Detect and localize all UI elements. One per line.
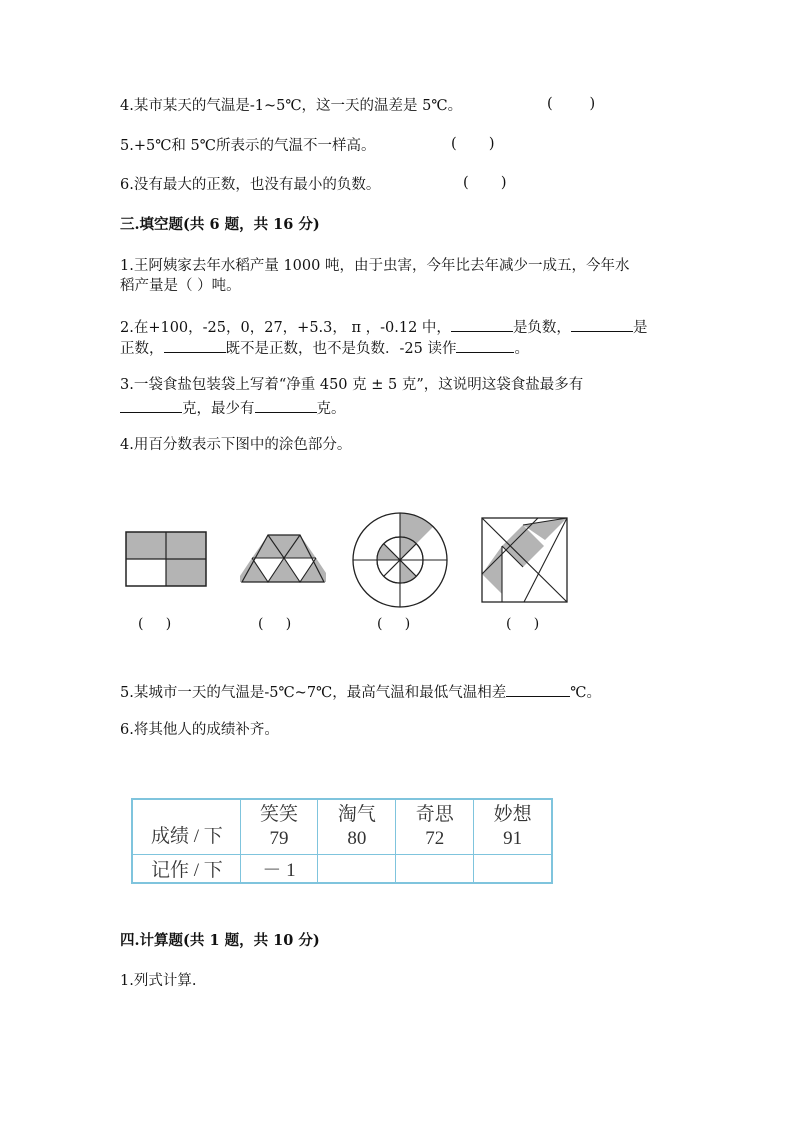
fill-q2-text-e: 既不是正数，也不是负数．-25 读作 [225, 341, 457, 357]
fill-q3-blank-1[interactable] [120, 396, 182, 413]
judge-q4-answer-paren[interactable]: ( ) [547, 96, 596, 112]
name-taoqi: 淘气 [337, 803, 376, 825]
name-miaoxiang: 妙想 [493, 803, 532, 825]
score-table [131, 798, 553, 884]
figure-rectangle-grid [125, 531, 207, 587]
fill-q5-text-b: ℃。 [570, 685, 602, 701]
fill-q4-answer-1[interactable]: ( ) [138, 616, 172, 632]
fill-q2-text-b: 是负数， [512, 320, 571, 336]
fill-q2-line2 [120, 336, 529, 359]
fill-q1-line2: 稻产量是（ ）吨。 [120, 278, 241, 294]
judge-q6-text: 6.没有最大的正数，也没有最小的负数。 [120, 177, 381, 193]
section3-heading: 三.填空题(共 6 题，共 16 分) [120, 216, 320, 233]
fill-q2-line1 [120, 315, 647, 338]
name-qisi: 奇思 [415, 803, 454, 825]
fill-q4-answer-2[interactable]: ( ) [258, 616, 292, 632]
fill-q2-blank-4[interactable] [456, 336, 514, 353]
score-xiaoxiao: 79 [269, 827, 289, 849]
figure-tangram-square [480, 516, 570, 604]
score-qisi: 72 [425, 827, 445, 849]
name-xiaoxiao: 笑笑 [260, 803, 299, 825]
score-row-label: 成绩 / 下 [132, 799, 240, 854]
recorded-row [132, 854, 552, 883]
fill-q1-line1: 1.王阿姨家去年水稻产量 1000 吨，由于虫害，今年比去年减少一成五，今年水 [120, 258, 630, 274]
judge-q6-answer-paren[interactable]: ( ) [463, 175, 507, 191]
score-cell-miaoxiang [474, 799, 552, 854]
score-cell-qisi [396, 799, 474, 854]
score-taoqi: 80 [347, 827, 367, 849]
fill-q2-blank-3[interactable] [164, 336, 226, 353]
score-cell-taoqi [318, 799, 396, 854]
fill-q5-blank[interactable] [506, 680, 570, 697]
fill-q2-text-c: 是 [632, 320, 648, 336]
fill-q3-text-c: 克。 [316, 401, 346, 417]
figure-trapezoid-triangles [240, 534, 326, 584]
fill-q6-text: 6.将其他人的成绩补齐。 [120, 722, 279, 738]
score-miaoxiang: 91 [503, 827, 523, 849]
fill-q2-blank-2[interactable] [571, 315, 633, 332]
recorded-xiaoxiao: － 1 [240, 854, 318, 883]
fill-q4-answer-3[interactable]: ( ) [377, 616, 411, 632]
fill-q2-text-f: 。 [514, 341, 529, 357]
fill-q4-text: 4.用百分数表示下图中的涂色部分。 [120, 437, 352, 453]
score-cell-xiaoxiao [240, 799, 318, 854]
calc-q1-text: 1.列式计算. [120, 973, 197, 989]
recorded-miaoxiang[interactable] [474, 854, 552, 883]
fill-q3-line1: 3.一袋食盐包装袋上写着“净重 450 克 ± 5 克”，这说明这袋食盐最多有 [120, 377, 584, 393]
fill-q3-line2 [120, 396, 346, 419]
fill-q2-text-a: 2.在+100，-25，0，27，+5.3， π ，-0.12 中， [120, 320, 451, 336]
fill-q5-line [120, 680, 601, 703]
recorded-taoqi[interactable] [318, 854, 396, 883]
fill-q2-text-d: 正数， [120, 341, 164, 357]
section4-heading: 四.计算题(共 1 题，共 10 分) [120, 932, 320, 949]
judge-q4-text: 4.某市某天的气温是-1~5℃，这一天的温差是 5℃。 [120, 98, 463, 114]
judge-q5-answer-paren[interactable]: ( ) [451, 136, 495, 152]
fill-q3-text-b: 克，最少有 [182, 401, 255, 417]
judge-q5-text: 5.+5℃和 5℃所表示的气温不一样高。 [120, 138, 376, 154]
recorded-qisi[interactable] [396, 854, 474, 883]
fill-q5-text-a: 5.某城市一天的气温是-5℃~7℃，最高气温和最低气温相差 [120, 685, 507, 701]
fill-q4-answer-4[interactable]: ( ) [506, 616, 540, 632]
score-row [132, 799, 552, 854]
figure-circle-wheel [350, 510, 450, 610]
fill-q2-blank-1[interactable] [451, 315, 513, 332]
recorded-row-label: 记作 / 下 [132, 854, 240, 883]
fill-q3-blank-2[interactable] [255, 396, 317, 413]
